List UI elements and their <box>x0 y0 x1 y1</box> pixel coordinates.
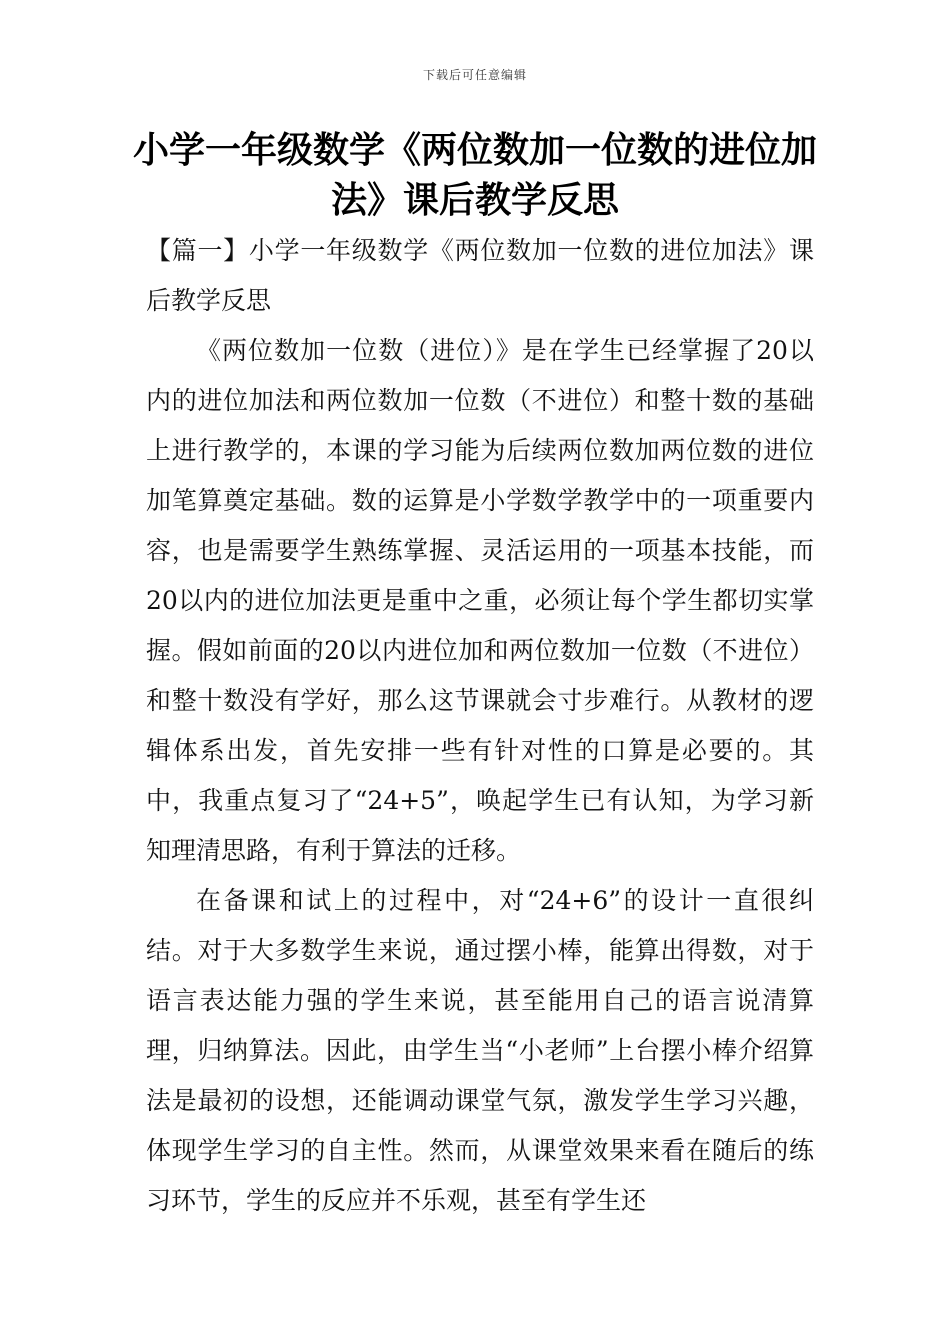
header-note: 下载后可任意编辑 <box>422 68 527 82</box>
section-heading: 【篇一】小学一年级数学《两位数加一位数的进位加法》课后教学反思 <box>146 236 814 315</box>
paragraph-1: 《两位数加一位数（进位）》是在学生已经掌握了20以内的进位加法和两位数加一位数（不进位）和整十数的基础上进行教学的，本课的学习能为后续两位数加两位数的进位加笔算奠定基础。数的运算是小学数学教学中的一项重要内容，也是需要学生熟练掌握、灵活运用的一项基本技能，而20以内的进位加法更是重中之重，必须让每个学生都切实掌握。假如前面的20以内进位加和两位数加一位数（不进位）和整十数没有学好，那么这节课就会寸步难行。从教材的逻辑体系出发，首先安排一些有针对性的口算是必要的。其中，我重点复习了“24+5”，唤起学生已有认知，为学习新知理清思路，有利于算法的迁移。 <box>146 336 814 865</box>
document-title: 小学一年级数学《两位数加一位数的进位加法》课后教学反思 <box>132 130 817 221</box>
paragraph-2: 在备课和试上的过程中，对“24+6”的设计一直很纠结。对于大多数学生来说，通过摆小棒，能算出得数，对于语言表达能力强的学生来说，甚至能用自己的语言说清算理，归纳算法。因此，由学生当“小老师”上台摆小棒介绍算法是最初的设想，还能调动课堂气氛，激发学生学习兴趣，体现学生学习的自主性。然而，从课堂效果来看在随后的练习环节，学生的反应并不乐观，甚至有学生还 <box>146 886 814 1215</box>
document-body <box>146 226 814 1226</box>
